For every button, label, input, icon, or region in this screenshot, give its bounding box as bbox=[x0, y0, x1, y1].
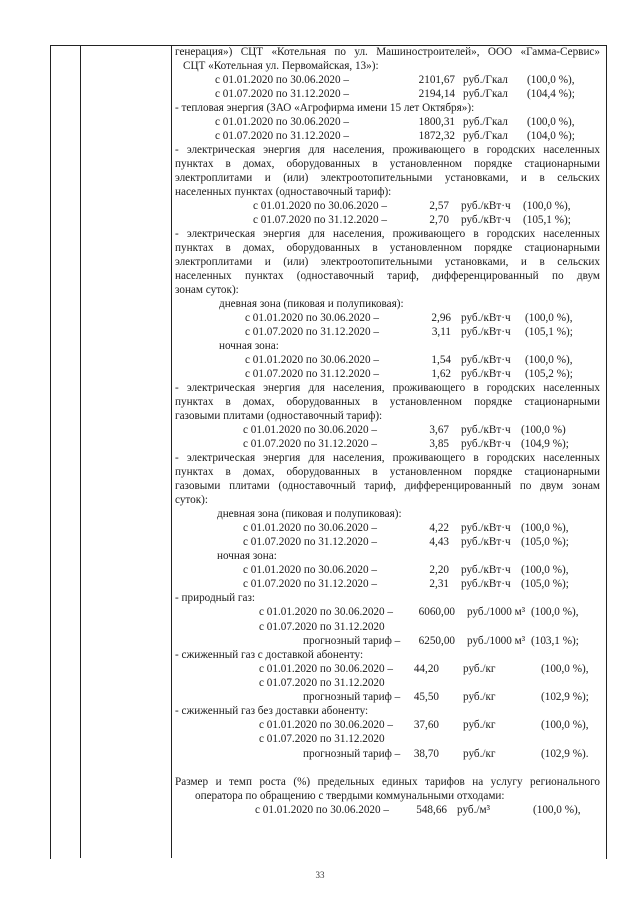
paragraph-line: электроплитами и (или) электроотопительными установками, и в сельских bbox=[175, 256, 600, 269]
period: с 01.01.2020 по 30.06.2020 – bbox=[255, 803, 390, 816]
tariff-row bbox=[175, 74, 600, 88]
growth-rate: (102,9 %); bbox=[541, 691, 589, 704]
tariff-row bbox=[175, 326, 600, 340]
tariff-value: 45,50 bbox=[413, 691, 439, 704]
growth-rate: (105,0 %); bbox=[521, 578, 569, 591]
tariff-row bbox=[175, 733, 600, 747]
intro-line: СЦТ «Котельная ул. Первомайская, 13»): bbox=[183, 59, 379, 72]
tariff-value: 37,60 bbox=[413, 719, 439, 732]
tariff-value: 1872,32 bbox=[418, 130, 455, 143]
tariff-row bbox=[175, 564, 600, 578]
tariff-value: 2,70 bbox=[429, 214, 449, 227]
tariff-unit: руб./Гкал bbox=[463, 73, 508, 86]
table-column-label bbox=[80, 45, 172, 858]
growth-rate: (100,0 %), bbox=[521, 564, 569, 577]
tariff-row bbox=[175, 424, 600, 438]
growth-rate: (102,9 %). bbox=[541, 747, 589, 760]
paragraph-line: пунктах в домах, оборудованных в установленном порядке стационарными bbox=[175, 466, 600, 479]
period: с 01.07.2020 по 31.12.2020 – bbox=[253, 214, 388, 227]
tariff-value: 3,85 bbox=[429, 438, 449, 451]
tariff-unit: руб./кВт·ч bbox=[461, 536, 511, 549]
growth-rate: (100,0 %), bbox=[523, 199, 571, 212]
tariff-row bbox=[175, 719, 600, 733]
tariff-unit: руб./кг bbox=[463, 719, 496, 732]
paragraph-line: пунктах в домах, оборудованных в установленном порядке стационарными bbox=[175, 396, 600, 409]
tariff-unit: руб./1000 м³ bbox=[467, 634, 526, 647]
zone-label: дневная зона (пиковая и полупиковая): bbox=[217, 507, 402, 520]
intro-line: генерация») СЦТ «Котельная по ул. Машиностроителей», ООО «Гамма-Сервис» bbox=[175, 46, 600, 58]
period: с 01.07.2020 по 31.12.2020 – bbox=[215, 130, 350, 143]
zone-label: ночная зона: bbox=[219, 340, 279, 353]
period: с 01.01.2020 по 30.06.2020 – bbox=[243, 521, 378, 534]
paragraph-line: населенных пунктах (одноставочный тариф, дифференцированный по двум bbox=[175, 270, 600, 283]
growth-rate: (100,0 %), bbox=[521, 521, 569, 534]
tariff-value: 38,70 bbox=[413, 747, 439, 760]
tariff-row bbox=[175, 354, 600, 368]
tariff-value: 2194,14 bbox=[418, 87, 455, 100]
period: с 01.07.2020 по 31.12.2020 bbox=[259, 677, 385, 690]
tariff-value: 1,62 bbox=[431, 368, 451, 381]
tariff-value: 548,66 bbox=[416, 803, 447, 816]
period: с 01.07.2020 по 31.12.2020 – bbox=[243, 578, 378, 591]
period: с 01.01.2020 по 30.06.2020 – bbox=[243, 564, 378, 577]
tariff-unit: руб./1000 м³ bbox=[467, 606, 526, 619]
tariff-value: 1800,31 bbox=[418, 116, 455, 129]
period: с 01.07.2020 по 31.12.2020 – bbox=[243, 438, 378, 451]
tariff-row bbox=[175, 214, 600, 228]
tariff-unit: руб./м³ bbox=[457, 803, 490, 816]
period: с 01.01.2020 по 30.06.2020 – bbox=[215, 73, 350, 86]
period: с 01.07.2020 по 31.12.2020 – bbox=[215, 87, 350, 100]
period: с 01.07.2020 по 31.12.2020 bbox=[259, 733, 385, 746]
section-heading: - сжиженный газ с доставкой абоненту: bbox=[175, 648, 364, 661]
forecast-label: прогнозный тариф – bbox=[303, 691, 401, 704]
tariff-value: 6250,00 bbox=[418, 634, 455, 647]
tariff-unit: руб./Гкал bbox=[463, 130, 508, 143]
growth-rate: (104,4 %); bbox=[527, 87, 575, 100]
tariff-row bbox=[175, 804, 600, 818]
tariff-value: 6060,00 bbox=[418, 606, 455, 619]
section-heading: - природный газ: bbox=[175, 592, 256, 605]
paragraph-line: - электрическая энергия для населения, проживающего в городских населенных bbox=[175, 452, 600, 465]
growth-rate: (104,9 %); bbox=[521, 438, 569, 451]
paragraph-line: оператора по обращению с твердыми коммунальными отходами: bbox=[195, 789, 505, 802]
growth-rate: (105,0 %); bbox=[521, 536, 569, 549]
tariff-value: 44,20 bbox=[413, 662, 439, 675]
period: с 01.01.2020 по 30.06.2020 – bbox=[253, 199, 388, 212]
tariff-unit: руб./кг bbox=[463, 691, 496, 704]
zone-label: дневная зона (пиковая и полупиковая): bbox=[219, 297, 404, 310]
tariff-row bbox=[175, 312, 600, 326]
growth-rate: (105,1 %); bbox=[525, 325, 573, 338]
paragraph-line: суток): bbox=[175, 494, 209, 507]
tariff-value: 4,43 bbox=[429, 536, 449, 549]
paragraph-line: газовыми плитами (одноставочный тариф): bbox=[175, 410, 383, 423]
growth-rate: (100,0 %), bbox=[525, 353, 573, 366]
tariff-row bbox=[175, 578, 600, 592]
paragraph-line: газовыми плитами (одноставочный тариф, дифференцированный по двум зонам bbox=[175, 480, 600, 493]
paragraph-line: Размер и темп роста (%) предельных единых тарифов на услугу регионального bbox=[175, 775, 600, 788]
tariff-text bbox=[175, 46, 600, 818]
tariff-row bbox=[175, 748, 600, 762]
growth-rate: (104,0 %); bbox=[527, 130, 575, 143]
paragraph-line: электроплитами и (или) электроотопительными установками, и в сельских bbox=[175, 172, 600, 185]
growth-rate: (105,1 %); bbox=[523, 214, 571, 227]
tariff-value: 3,67 bbox=[429, 424, 449, 437]
period: с 01.07.2020 по 31.12.2020 – bbox=[245, 325, 380, 338]
paragraph-line: - электрическая энергия для населения, проживающего в городских населенных bbox=[175, 144, 600, 157]
tariff-row bbox=[175, 130, 600, 144]
zone-label: ночная зона: bbox=[217, 550, 277, 563]
tariff-unit: руб./Гкал bbox=[463, 116, 508, 129]
tariff-value: 3,11 bbox=[431, 325, 451, 338]
paragraph-line: - электрическая энергия для населения, проживающего в городских населенных bbox=[175, 228, 600, 241]
tariff-unit: руб./кВт·ч bbox=[461, 214, 511, 227]
period: с 01.01.2020 по 30.06.2020 – bbox=[215, 116, 350, 129]
period: с 01.01.2020 по 30.06.2020 – bbox=[259, 719, 394, 732]
growth-rate: (105,2 %); bbox=[525, 368, 573, 381]
tariff-row bbox=[175, 536, 600, 550]
period: с 01.01.2020 по 30.06.2020 – bbox=[259, 662, 394, 675]
tariff-unit: руб./кВт·ч bbox=[461, 521, 511, 534]
tariff-value: 2,96 bbox=[431, 311, 451, 324]
paragraph-line: населенных пунктах (одноставочный тариф): bbox=[175, 186, 392, 199]
tariff-value: 1,54 bbox=[431, 353, 451, 366]
tariff-row bbox=[175, 691, 600, 705]
period: с 01.01.2020 по 30.06.2020 – bbox=[245, 311, 380, 324]
table-column-number bbox=[50, 45, 81, 858]
growth-rate: (100,0 %), bbox=[531, 606, 579, 619]
tariff-row bbox=[175, 621, 600, 635]
period: с 01.01.2020 по 30.06.2020 – bbox=[243, 424, 378, 437]
tariff-value: 2,57 bbox=[429, 199, 449, 212]
tariff-row bbox=[175, 368, 600, 382]
tariff-unit: руб./кВт·ч bbox=[461, 438, 511, 451]
tariff-value: 2,31 bbox=[429, 578, 449, 591]
paragraph-line: - электрическая энергия для населения, проживающего в городских населенных bbox=[175, 382, 600, 395]
tariff-row bbox=[175, 438, 600, 452]
tariff-unit: руб./кВт·ч bbox=[461, 424, 511, 437]
paragraph-line: пунктах в домах, оборудованных в установленном порядке стационарными bbox=[175, 158, 600, 171]
tariff-value: 2,20 bbox=[429, 564, 449, 577]
period: с 01.07.2020 по 31.12.2020 – bbox=[243, 536, 378, 549]
section-heading: - тепловая энергия (ЗАО «Агрофирма имени 15 лет Октября»): bbox=[175, 102, 475, 115]
tariff-unit: руб./кг bbox=[463, 662, 496, 675]
tariff-row bbox=[175, 116, 600, 130]
tariff-row bbox=[175, 200, 600, 214]
growth-rate: (100,0 %), bbox=[533, 803, 581, 816]
tariff-unit: руб./кВт·ч bbox=[461, 368, 511, 381]
page-number: 33 bbox=[315, 870, 325, 880]
growth-rate: (100,0 %), bbox=[541, 662, 589, 675]
period: с 01.01.2020 по 30.06.2020 – bbox=[259, 606, 394, 619]
period: с 01.01.2020 по 30.06.2020 – bbox=[245, 353, 380, 366]
tariff-row bbox=[175, 663, 600, 677]
tariff-unit: руб./кВт·ч bbox=[461, 325, 511, 338]
tariff-row bbox=[175, 88, 600, 102]
period: с 01.07.2020 по 31.12.2020 bbox=[259, 620, 385, 633]
growth-rate: (100,0 %), bbox=[541, 719, 589, 732]
tariff-row bbox=[175, 635, 600, 649]
growth-rate: (103,1 %); bbox=[531, 634, 579, 647]
growth-rate: (100,0 %), bbox=[527, 73, 575, 86]
growth-rate: (100,0 %), bbox=[525, 311, 573, 324]
tariff-unit: руб./кВт·ч bbox=[461, 578, 511, 591]
tariff-unit: руб./кВт·ч bbox=[461, 564, 511, 577]
tariff-unit: руб./кВт·ч bbox=[461, 199, 511, 212]
paragraph-line: зонам суток): bbox=[175, 283, 239, 296]
tariff-unit: руб./кВт·ч bbox=[461, 311, 511, 324]
tariff-row bbox=[175, 522, 600, 536]
tariff-unit: руб./Гкал bbox=[463, 87, 508, 100]
tariff-unit: руб./кВт·ч bbox=[461, 353, 511, 366]
forecast-label: прогнозный тариф – bbox=[303, 747, 401, 760]
paragraph-line: пунктах в домах, оборудованных в установленном порядке стационарными bbox=[175, 242, 600, 255]
tariff-value: 2101,67 bbox=[418, 73, 455, 86]
tariff-row bbox=[175, 606, 600, 620]
forecast-label: прогнозный тариф – bbox=[303, 634, 401, 647]
section-heading: - сжиженный газ без доставки абоненту: bbox=[175, 705, 369, 718]
tariff-value: 4,22 bbox=[429, 521, 449, 534]
growth-rate: (100,0 %) bbox=[521, 424, 566, 437]
tariff-unit: руб./кг bbox=[463, 747, 496, 760]
growth-rate: (100,0 %), bbox=[527, 116, 575, 129]
period: с 01.07.2020 по 31.12.2020 – bbox=[245, 368, 380, 381]
tariff-row bbox=[175, 677, 600, 691]
